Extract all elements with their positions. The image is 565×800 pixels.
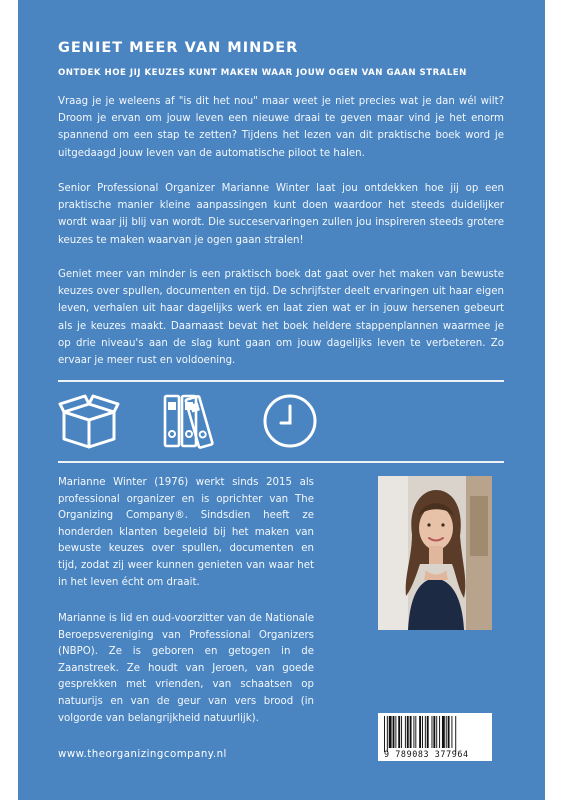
book-subtitle: ONTDEK HOE JIJ KEUZES KUNT MAKEN WAAR JOUW OGEN VAN GAAN STRALEN [58, 68, 467, 78]
clock-icon [261, 392, 319, 450]
isbn-number: 9 789083 377964 [384, 749, 469, 759]
website-link[interactable]: www.theorganizingcompany.nl [58, 749, 227, 760]
isbn-barcode [378, 713, 492, 761]
book-back-cover [18, 0, 545, 800]
author-bio-paragraph-2: Marianne is lid en oud-voorzitter van de Nationale Beroepsvereniging van Professional Organizers (NBPO). Ze is geboren en getogen in de Zaanstreek. Ze houdt van Jeroen, van goede gesprekken met vrienden, van schaatsen op natuurijs en van de geur van vers brood (in volgorde van belangrijkheid natuurlijk). [58, 613, 314, 724]
blurb-paragraph-1: Vraag je je weleens af "is dit het nou" maar weet je niet precies wat je dan wél wilt? Droom je ervan om jouw leven een nieuwe draai te geven maar vind je het enorm spannend om een stap te zetten? Tijdens het lezen van dit praktische boek word je uitgedaagd jouw leven van de automatische piloot te halen. [58, 96, 504, 159]
binders-icon [162, 392, 228, 450]
divider-bottom [58, 461, 504, 463]
barcode-bars [378, 716, 492, 752]
blurb-paragraph-2: Senior Professional Organizer Marianne Winter laat jou ontdekken hoe jij op een praktische manier kleine aanpassingen kunt doen waardoor het steeds duidelijker wordt waar jij blij van wordt. Die succeservaringen zullen jou inspireren steeds grotere keuzes te maken waarvan je ogen gaan stralen! [58, 183, 504, 246]
author-bio-paragraph-1: Marianne Winter (1976) werkt sinds 2015 als professional organizer en is oprichter van The Organizing Company®. Sindsdien heeft ze honderden klanten begeleid bij het maken van bewuste keuzes over spullen, documenten en tijd, zodat zij weer kunnen genieten van waar het in het leven écht om draait. [58, 477, 314, 588]
book-title: GENIET MEER VAN MINDER [58, 40, 299, 56]
divider-top [58, 380, 504, 382]
box-icon [58, 392, 120, 450]
blurb-paragraph-3: Geniet meer van minder is een praktisch boek dat gaat over het maken van bewuste keuzes over spullen, documenten en tijd. De schrijfster deelt ervaringen uit haar eigen leven, verhalen uit haar dagelijks werk en laat zien wat er in jouw hersenen gebeurt als je keuzes maakt. Daarnaast bevat het boek heldere stappenplannen waarmee je op drie niveau's aan de slag kunt gaan om jouw dagelijks leven te verbeteren. Zo ervaar je meer rust en voldoening. [58, 269, 504, 367]
icon-row [58, 392, 504, 452]
author-photo [378, 476, 492, 630]
